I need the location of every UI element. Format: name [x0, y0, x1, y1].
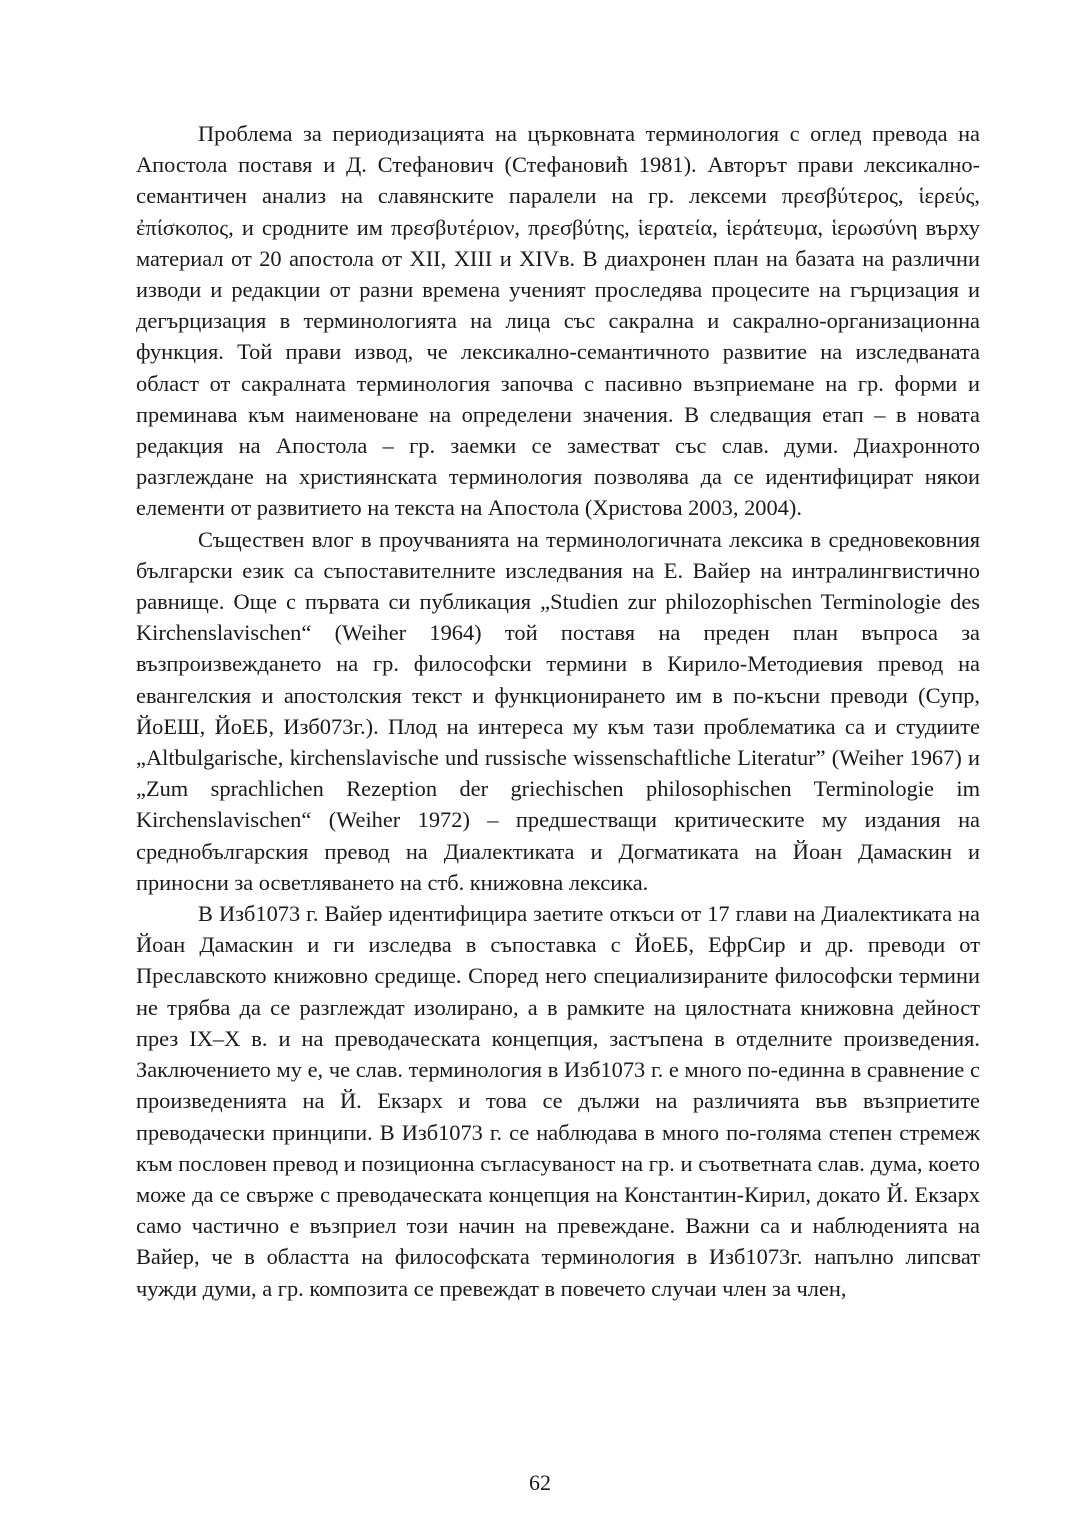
page-number: 62: [529, 1470, 551, 1495]
paragraph-3: В Изб1073 г. Вайер идентифицира заетите откъси от 17 глави на Диалектиката на Йоан Дамаскин и ги изследва в съпоставка с ЙоЕБ, ЕфрСир и др. преводи от Преславското книжовно средище. Според него специализираните философски термини не трябва да се разглеждат изолирано, а в рамките на цялостната книжовна дейност през IX–X в. и на преводаческата концепция, застъпена в отделните произведения. Заключението му е, че слав. терминология в Изб1073 г. е много по-единна в сравнение с произведенията на Й. Екзарх и това се дължи на различията във възприетите преводачески принципи. В Изб1073 г. се наблюдава в много по-голяма степен стремеж към пословен превод и позиционна съгласуваност на гр. и съответната слав. дума, което може да се свърже с преводаческата концепция на Константин-Кирил, докато Й. Екзарх само частично е възприел този начин на превеждане. Важни са и наблюденията на Вайер, че в областта на философската терминология в Изб1073г. напълно липсват чужди думи, а гр. композита се превеждат в повечето случаи член за член,: [136, 901, 980, 1301]
paragraph-1: Проблема за периодизацията на църковната терминология с оглед превода на Апостола поставя и Д. Стефанович (Стефановић 1981). Авторът прави лексикално-семантичен анализ на славянските паралели на гр. лексеми πρεσβύτερος, ἱερεύς, ἐπίσκοπος, и сродните им πρεσβυτέριον, πρεσβύτης, ἱερατεία, ἱεράτευμα, ἱερωσύνη върху материал от 20 апостола от XII, XIII и XIVв. В диахронен план на базата на различни изводи и редакции от разни времена ученият проследява процесите на гърцизация и дегърцизация в терминологията на лица със сакрална и сакрално-организационна функция. Той прави извод, че лексикално-семантичното развитие на изследваната област от сакралната терминология започва с пасивно възприемане на гр. форми и преминава към наименоване на определени значения. В следващия етап – в новата редакция на Апостола – гр. заемки се заместват със слав. думи. Диахронното разглеждане на християнската терминология позволява да се идентифицират някои елементи от развитието на текста на Апостола (Христова 2003, 2004).: [136, 121, 980, 521]
paragraph-2: Съществен влог в проучванията на терминологичната лексика в средновековния български език са съпоставителните изследвания на Е. Вайер на интралингвистично равнище. Още с първата си публикация „Studien zur philozophischen Terminologie des Kirchenslavischen“ (Weiher 1964) той поставя на преден план въпроса за възпроизвеждането на гр. философски термини в Кирило-Методиевия превод на евангелския и апостолския текст и функционирането им в по-късни преводи (Супр, ЙоЕШ, ЙоЕБ, Изб073г.). Плод на интереса му към тази проблематика са и студиите „Altbulgarische, kirchenslavische und russische wissenschaftliche Literatur” (Weiher 1967) и „Zum sprachlichen Rezeption der griechischen philosophischen Terminologie im Kirchenslavischen“ (Weiher 1972) – предшестващи критическите му издания на среднобългарския превод на Диалектиката и Догматиката на Йоан Дамаскин и приносни за осветляването на стб. книжовна лексика.: [136, 526, 980, 895]
body-text: [136, 118, 980, 1304]
